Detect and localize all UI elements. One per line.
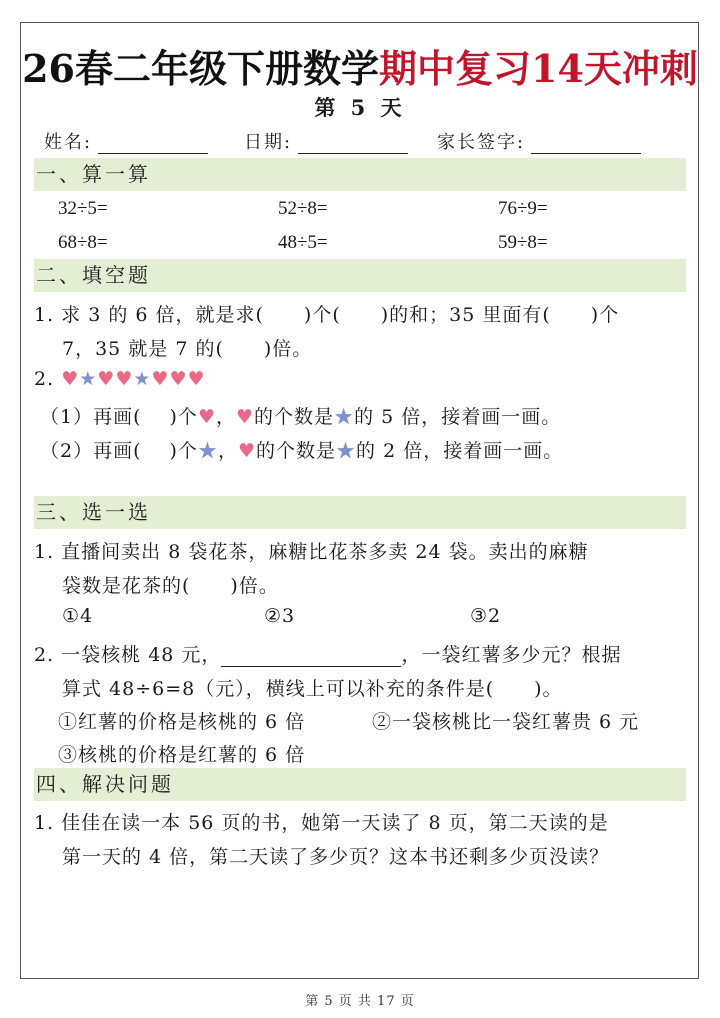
day-label: 第 5 天 (314, 95, 406, 120)
calc-problem: 48÷5= (278, 232, 328, 253)
star-icon: ★ (133, 368, 152, 390)
calc-problem: 32÷5= (58, 198, 108, 219)
heart-icon: ♥ (237, 440, 257, 462)
section-solve-header: 四、解决问题 (34, 768, 686, 801)
page-number: 第 5 页 共 17 页 (305, 994, 415, 1009)
section-calculate-header: 一、算一算 (34, 158, 686, 191)
date-line[interactable] (298, 134, 408, 154)
fill-q1-line1: 1. 求 3 的 6 倍，就是求( )个( )的和；35 里面有( )个 (34, 304, 620, 326)
sub1-text-e: 的 5 倍，接着画一画。 (354, 406, 562, 428)
sub1-text-a: （1）再画( (40, 406, 142, 428)
heart-icon: ♥ (151, 368, 170, 390)
choose-q2-line2: 算式 48÷6=8（元），横线上可以补充的条件是( )。 (62, 678, 563, 700)
choose-q1-line1: 1. 直播间卖出 8 袋花茶，麻糖比花茶多卖 24 袋。卖出的麻糖 (34, 541, 589, 563)
sub1-text-b: )个 (169, 406, 198, 428)
fill-q1-line2: 7，35 就是 7 的( )倍。 (62, 338, 313, 360)
date-label: 日期: (244, 132, 293, 153)
fill-q2-sub1 (40, 402, 561, 429)
sub1-text-c: ， (215, 406, 236, 428)
heart-icon: ♥ (61, 368, 80, 390)
choose-q1-option[interactable]: ③2 (470, 605, 502, 627)
solve-q1-line1: 1. 佳佳在读一本 56 页的书，她第一天读了 8 页，第二天读的是 (34, 812, 609, 834)
heart-icon: ♥ (169, 368, 188, 390)
sub2-text-c: ， (217, 440, 238, 462)
choose-q1-option[interactable]: ①4 (62, 605, 94, 627)
choose-q1-option[interactable]: ②3 (264, 605, 296, 627)
star-icon: ★ (197, 440, 218, 462)
choose-q2-option[interactable]: ①红薯的价格是核桃的 6 倍 (58, 711, 306, 733)
parent-label: 家长签字: (437, 132, 526, 153)
heart-icon: ♥ (115, 368, 134, 390)
name-line[interactable] (98, 134, 208, 154)
fill-q2-sub2 (40, 436, 563, 463)
heart-icon: ♥ (187, 368, 206, 390)
heart-icon: ♥ (97, 368, 116, 390)
sub2-text-a: （2）再画( (40, 440, 142, 462)
choose-q2-option[interactable]: ②一袋核桃比一袋红薯贵 6 元 (372, 711, 640, 733)
title-grade: 26春二年级下册数学 (22, 46, 379, 91)
calc-problem: 59÷8= (498, 232, 548, 253)
calc-problem: 68÷8= (58, 232, 108, 253)
choose-q2-line1 (34, 640, 621, 667)
calc-problem: 76÷9= (498, 198, 548, 219)
section-choose-header: 三、选一选 (34, 496, 686, 529)
section-fill-blank-header: 二、填空题 (34, 259, 686, 292)
fill-q2-row (34, 368, 206, 390)
solve-q1-line2: 第一天的 4 倍，第二天读了多少页？这本书还剩多少页没读？ (62, 846, 610, 868)
q2-text-b: ，一袋红薯多少元？根据 (401, 644, 622, 666)
name-label: 姓名: (44, 132, 93, 153)
star-icon: ★ (336, 440, 357, 462)
sub2-text-b: )个 (169, 440, 198, 462)
fill-q2-label: 2. (34, 368, 55, 390)
heart-icon: ♥ (236, 406, 255, 428)
title-review: 期中复习14天冲刺 (379, 46, 698, 91)
parent-signature-field[interactable] (437, 128, 641, 154)
choose-q1-line2: 袋数是花茶的( )倍。 (62, 575, 279, 597)
q2-text-a: 2. 一袋核桃 48 元， (34, 644, 222, 666)
sub2-text-d: 的个数是 (256, 440, 337, 462)
sub2-text-e: 的 2 倍，接着画一画。 (356, 440, 564, 462)
star-icon: ★ (334, 406, 355, 428)
date-field[interactable] (244, 128, 408, 154)
star-icon: ★ (79, 368, 98, 390)
sub1-text-d: 的个数是 (254, 406, 335, 428)
calc-problem: 52÷8= (278, 198, 328, 219)
choose-q2-option[interactable]: ③核桃的价格是红薯的 6 倍 (58, 744, 306, 766)
parent-signature-line[interactable] (531, 134, 641, 154)
name-field[interactable] (44, 128, 208, 154)
page-title (0, 38, 720, 93)
heart-icon: ♥ (197, 406, 216, 428)
condition-blank-line[interactable] (221, 649, 401, 667)
